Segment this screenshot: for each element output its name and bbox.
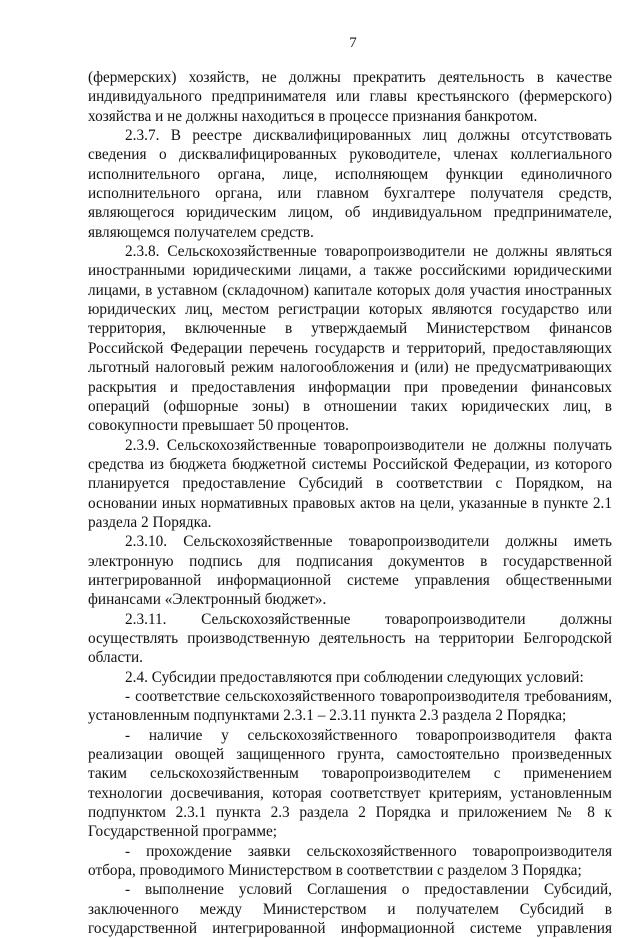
paragraph-2-3-11: 2.3.11. Сельскохозяйственные товаропроизводители должны осуществлять производственную деятельность на территории Белгородской области. [88,610,612,667]
paragraph-continuation: (фермерских) хозяйств, не должны прекратить деятельность в качестве индивидуального предпринимателя или главы крестьянского (фермерского) хозяйства и не должны находиться в процессе признания банкротом. [88,69,612,125]
condition-item-1: - соответствие сельскохозяйственного товаропроизводителя требованиям, установленным подпунктами 2.3.1 – 2.3.11 пункта 2.3 раздела 2 Порядка; [88,688,612,725]
paragraph-2-3-7: 2.3.7. В реестре дисквалифицированных лиц должны отсутствовать сведения о дисквалифицированных руководителе, членах коллегиального исполнительного органа, лице, исполняющем функции единоличного исполнительного органа, или главном бухгалтере получателя средств, являющегося юридическим лицом, об индивидуальном предпринимателе, являющемся получателем средств. [88,127,612,241]
condition-item-4: - выполнение условий Соглашения о предоставлении Субсидий, заключенного между Министерством и получателем Субсидий в государственной интегрированной информационной системе управления [88,881,612,938]
condition-item-2: - наличие у сельскохозяйственного товаропроизводителя факта реализации овощей защищенного грунта, самостоятельно произведенных таким сельскохозяйственным товаропроизводителем с применением технологии досвечивания, которая соответствует критериям, установленным подпунктом 2.3.1 пункта 2.3 раздела 2 Порядка и приложением № 8 к Государственной программе; [88,726,612,841]
paragraph-2-4: 2.4. Субсидии предоставляются при соблюдении следующих условий: [125,668,584,686]
condition-item-3: - прохождение заявки сельскохозяйственного товаропроизводителя отбора, проводимого Министерством в соответствии с разделом 3 Порядка; [88,842,612,880]
page-number: 7 [349,35,357,51]
paragraph-2-3-8: 2.3.8. Сельскохозяйственные товаропроизводители не должны являться иностранными юридическими лицами, а также российскими юридическими лицами, в уставном (складочном) капитале которых доля участия иностранных юридических лиц, местом регистрации которых являются государство или территория, включенные в утверждаемый Министерством финансов Российской Федерации перечень государств и территорий, предоставляющих льготный налоговый режим налогообложения и (или) не предусматривающих раскрытия и предоставления информации при проведении финансовых операций (офшорные зоны) в отношении таких юридических лиц, в совокупности превышает 50 процентов. [88,243,612,435]
paragraph-2-3-10: 2.3.10. Сельскохозяйственные товаропроизводители должны иметь электронную подпись для подписания документов в государственной интегрированной информационной системе управления общественными финансами «Электронный бюджет». [88,533,612,609]
paragraph-2-3-9: 2.3.9. Сельскохозяйственные товаропроизводители не должны получать средства из бюджета бюджетной системы Российской Федерации, из которого планируется предоставление Субсидий в соответствии с Порядком, на основании иных нормативных правовых актов на цели, указанные в пункте 2.1 раздела 2 Порядка. [88,436,612,531]
